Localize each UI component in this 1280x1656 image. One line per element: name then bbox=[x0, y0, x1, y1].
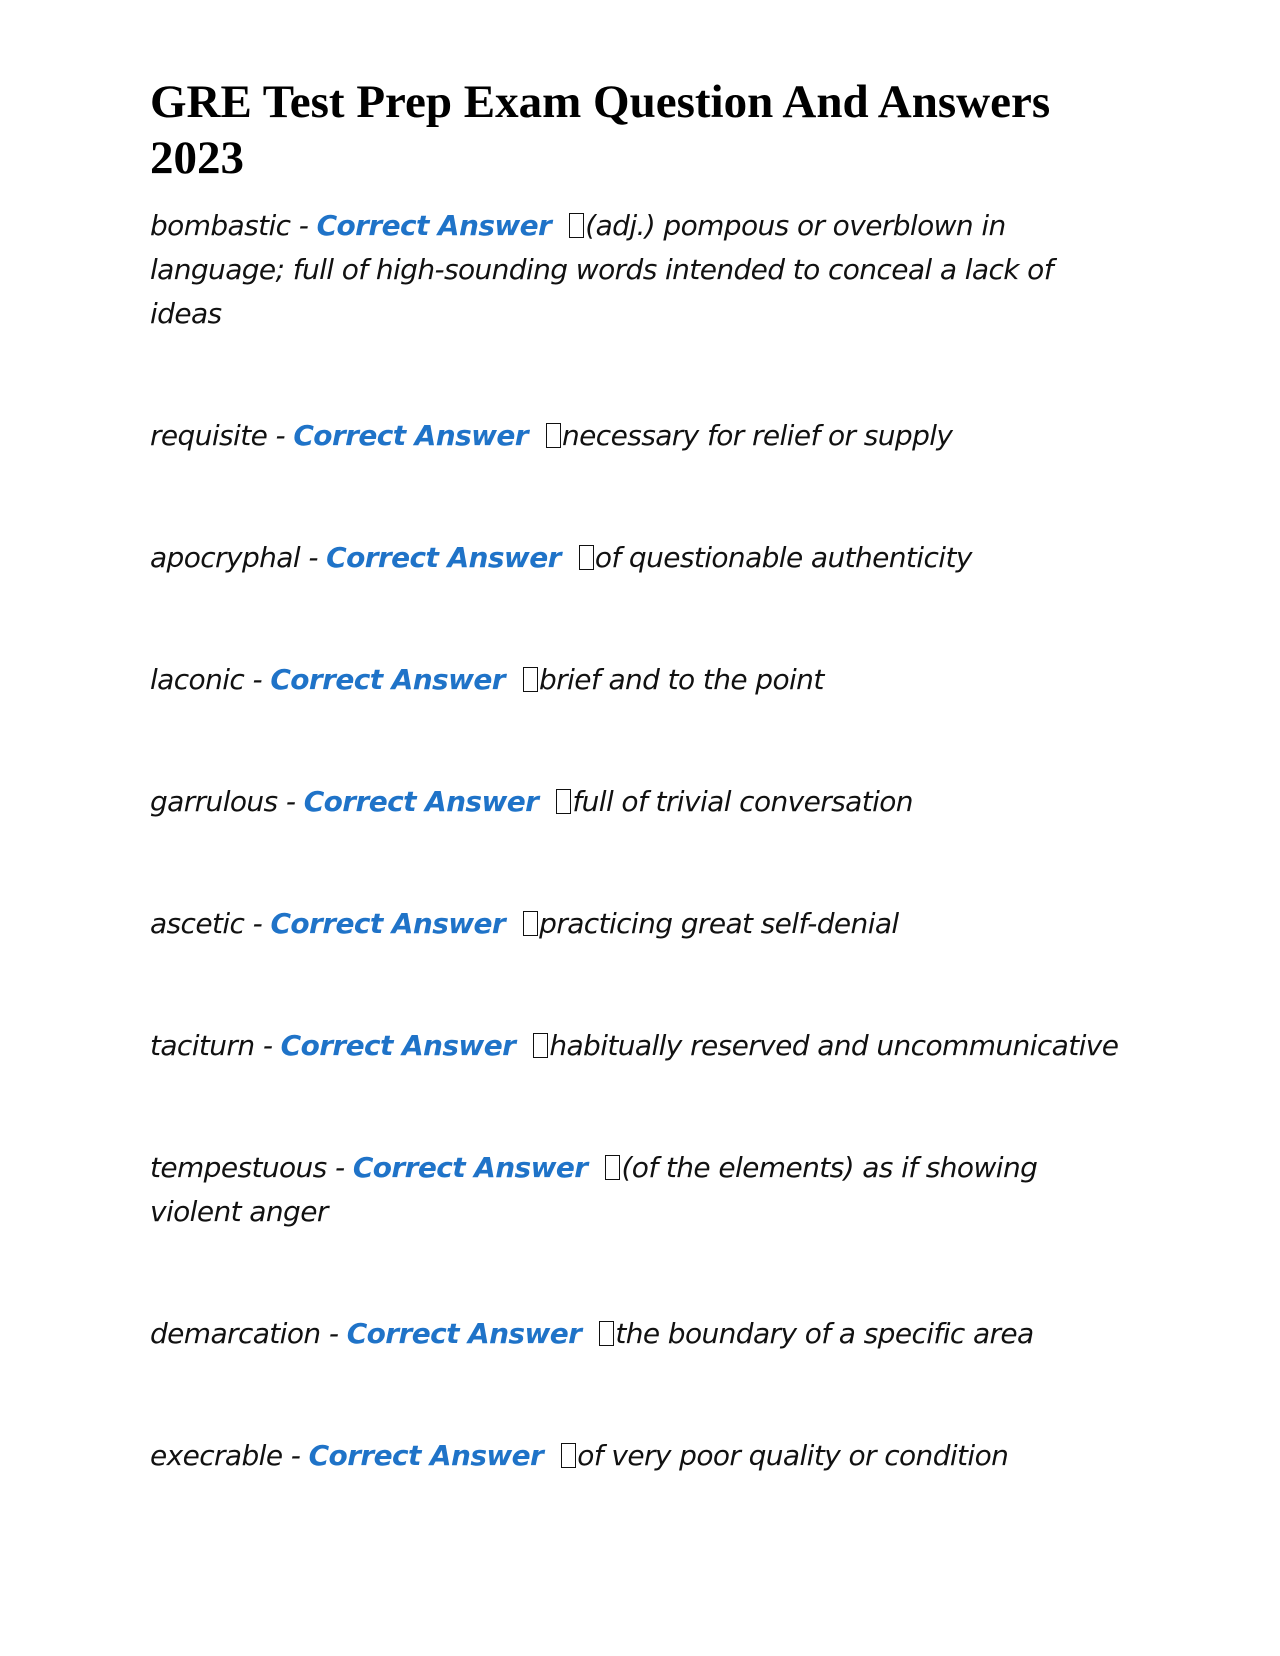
entry-separator: - bbox=[275, 419, 286, 452]
correct-answer-label: Correct Answer bbox=[352, 1151, 588, 1184]
entry-definition: of very poor quality or condition bbox=[577, 1439, 1009, 1472]
correct-answer-label: Correct Answer bbox=[270, 663, 505, 696]
entry-separator: - bbox=[290, 1439, 301, 1472]
entry-term: requisite bbox=[150, 419, 268, 452]
entry-definition: (adj.) pompous or overblown in language; full of high-sounding words intended to conceal a lack of ideas bbox=[150, 209, 1053, 330]
entry-definition: the boundary of a specific area bbox=[615, 1317, 1034, 1350]
document-page bbox=[150, 74, 1130, 1478]
missing-glyph-icon bbox=[523, 667, 538, 692]
missing-glyph-icon bbox=[546, 423, 561, 448]
entry-term: garrulous bbox=[150, 785, 278, 818]
entry-separator: - bbox=[285, 785, 296, 818]
entry-term: laconic bbox=[150, 663, 245, 696]
qa-entry-apocryphal bbox=[150, 536, 1130, 580]
correct-answer-label: Correct Answer bbox=[303, 785, 539, 818]
missing-glyph-icon bbox=[569, 213, 584, 238]
missing-glyph-icon bbox=[599, 1321, 614, 1346]
entry-term: bombastic bbox=[150, 209, 291, 242]
entry-definition: of questionable authenticity bbox=[594, 541, 972, 574]
entry-term: tempestuous bbox=[150, 1151, 327, 1184]
entry-term: taciturn bbox=[150, 1029, 255, 1062]
missing-glyph-icon bbox=[533, 1033, 548, 1058]
entry-separator: - bbox=[328, 1317, 339, 1350]
missing-glyph-icon bbox=[561, 1443, 576, 1468]
correct-answer-label: Correct Answer bbox=[316, 209, 552, 242]
correct-answer-label: Correct Answer bbox=[346, 1317, 582, 1350]
entry-definition: (of the elements) as if showing violent anger bbox=[150, 1151, 1038, 1228]
qa-entry-demarcation bbox=[150, 1312, 1130, 1356]
entry-separator: - bbox=[334, 1151, 345, 1184]
qa-entry-execrable bbox=[150, 1434, 1130, 1478]
qa-entry-garrulous bbox=[150, 780, 1130, 824]
correct-answer-label: Correct Answer bbox=[270, 907, 506, 940]
entry-definition: practicing great self-denial bbox=[539, 907, 899, 940]
entry-definition: brief and to the point bbox=[539, 663, 824, 696]
entry-separator: - bbox=[308, 541, 318, 574]
correct-answer-label: Correct Answer bbox=[326, 541, 561, 574]
entry-term: demarcation bbox=[150, 1317, 321, 1350]
qa-entry-requisite bbox=[150, 414, 1130, 458]
entry-separator: - bbox=[252, 663, 263, 696]
qa-entry-bombastic bbox=[150, 204, 1130, 336]
missing-glyph-icon bbox=[523, 911, 538, 936]
entry-definition: necessary for relief or supply bbox=[562, 419, 953, 452]
qa-entry-laconic bbox=[150, 658, 1130, 702]
qa-entry-taciturn bbox=[150, 1024, 1130, 1068]
correct-answer-label: Correct Answer bbox=[293, 419, 529, 452]
entry-separator: - bbox=[298, 209, 309, 242]
missing-glyph-icon bbox=[579, 545, 594, 570]
qa-entry-ascetic bbox=[150, 902, 1130, 946]
entry-term: apocryphal bbox=[150, 541, 300, 574]
entry-term: ascetic bbox=[150, 907, 245, 940]
entry-separator: - bbox=[252, 907, 263, 940]
entry-definition: full of trivial conversation bbox=[572, 785, 913, 818]
correct-answer-label: Correct Answer bbox=[280, 1029, 516, 1062]
missing-glyph-icon bbox=[605, 1155, 620, 1180]
entry-separator: - bbox=[262, 1029, 273, 1062]
document-title: GRE Test Prep Exam Question And Answers 2023 bbox=[150, 76, 1051, 184]
qa-entry-tempestuous bbox=[150, 1146, 1130, 1234]
entry-definition: habitually reserved and uncommunicative bbox=[549, 1029, 1119, 1062]
correct-answer-label: Correct Answer bbox=[308, 1439, 544, 1472]
missing-glyph-icon bbox=[556, 789, 571, 814]
entry-term: execrable bbox=[150, 1439, 283, 1472]
